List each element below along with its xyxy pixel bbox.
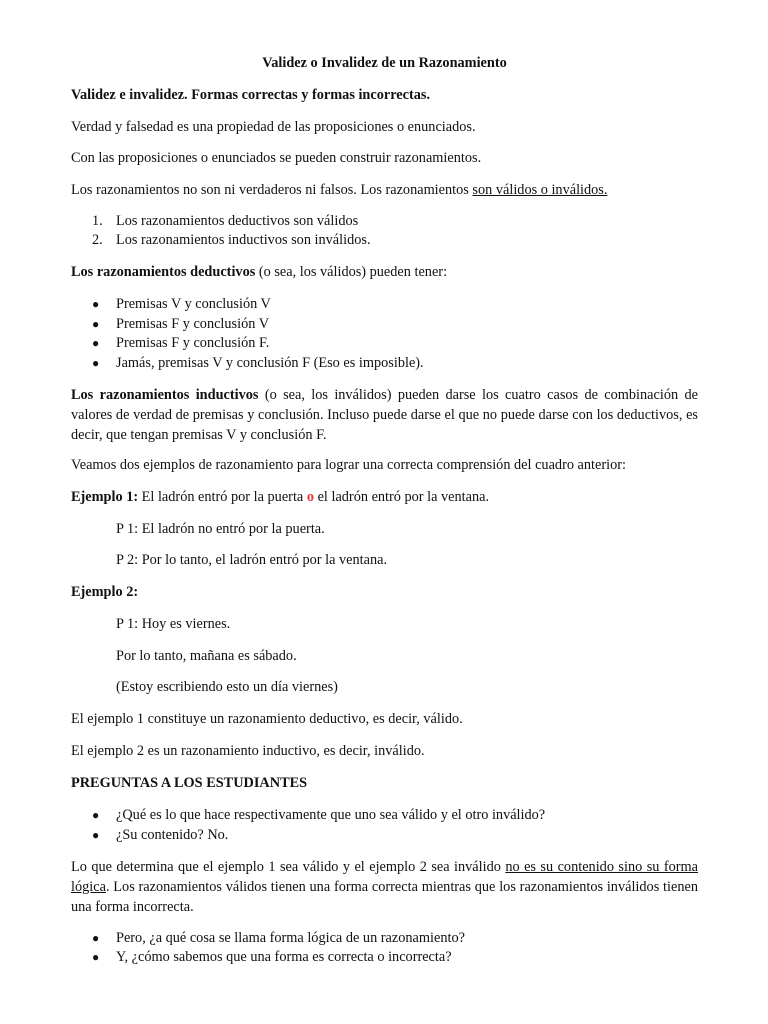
inductivos-rest: (o sea, los inválidos) pueden darse los cuatro casos de combinación de valores de verdad de premisas y conclusión. Incluso puede darse el que no puede darse con los deductivos, es decir, que tengan premisas V y conclusión F. xyxy=(71,387,698,443)
bullet-icon: ● xyxy=(92,356,100,370)
deductivos-bold: Los razonamientos deductivos xyxy=(71,264,256,280)
ejemplo1-text-a: El ladrón entró por la puerta xyxy=(138,489,307,505)
ejemplo2-premise2: Por lo tanto, mañana es sábado. xyxy=(116,648,297,664)
paragraph-razonamientos xyxy=(71,180,607,200)
bullet-icon: ● xyxy=(92,808,100,822)
ejemplo1-connector: o xyxy=(306,489,314,505)
list-number: 2. xyxy=(92,232,103,248)
bullet-icon: ● xyxy=(92,931,100,945)
ejemplo2-heading: Ejemplo 2: xyxy=(71,584,139,600)
list-item-text: Pero, ¿a qué cosa se llama forma lógica de un razonamiento? xyxy=(116,930,465,946)
conclusion-ejemplo2: El ejemplo 2 es un razonamiento inductivo, es decir, inválido. xyxy=(71,743,425,759)
paragraph-deductivos xyxy=(71,262,447,282)
ejemplo2-note: (Estoy escribiendo esto un día viernes) xyxy=(116,679,338,695)
conclusion-ejemplo1: El ejemplo 1 constituye un razonamiento deductivo, es decir, válido. xyxy=(71,711,463,727)
inductivos-bold: Los razonamientos inductivos xyxy=(71,387,259,403)
bullet-icon: ● xyxy=(92,336,100,350)
list-item-text: Premisas F y conclusión F. xyxy=(116,335,270,351)
list-item-text: Los razonamientos inductivos son inválidos. xyxy=(116,232,371,248)
paragraph-verdad: Verdad y falsedad es una propiedad de las proposiciones o enunciados. xyxy=(71,119,476,135)
list-number: 1. xyxy=(92,213,103,229)
bullet-icon: ● xyxy=(92,317,100,331)
ejemplo1-heading xyxy=(71,487,489,507)
paragraph-determina xyxy=(71,857,698,917)
preguntas-heading: PREGUNTAS A LOS ESTUDIANTES xyxy=(71,775,308,791)
determina-text-b: . Los razonamientos válidos tienen una forma correcta mientras que los razonamientos inválidos tienen una forma incorrecta. xyxy=(71,879,698,915)
bullet-icon: ● xyxy=(92,828,100,842)
list-item-text: Jamás, premisas V y conclusión F (Eso es imposible). xyxy=(116,355,424,371)
list-item-text: ¿Qué es lo que hace respectivamente que uno sea válido y el otro inválido? xyxy=(116,807,546,823)
list-item-text: Premisas V y conclusión V xyxy=(116,296,271,312)
determina-text-a: Lo que determina que el ejemplo 1 sea válido y el ejemplo 2 sea inválido xyxy=(71,859,506,875)
list-item-text: ¿Su contenido? No. xyxy=(116,827,229,843)
paragraph-razonamientos-text: Los razonamientos no son ni verdaderos ni falsos. Los razonamientos xyxy=(71,182,473,198)
list-item-text: Y, ¿cómo sabemos que una forma es correcta o incorrecta? xyxy=(116,949,452,965)
bullet-icon: ● xyxy=(92,950,100,964)
underlined-validos-invalidos: son válidos o inválidos. xyxy=(472,182,608,198)
document-title: Validez o Invalidez de un Razonamiento xyxy=(262,55,507,71)
list-item-text: Premisas F y conclusión V xyxy=(116,316,270,332)
list-item-text: Los razonamientos deductivos son válidos xyxy=(116,213,359,229)
section-subtitle: Validez e invalidez. Formas correctas y formas incorrectas. xyxy=(71,87,431,103)
ejemplo1-label: Ejemplo 1: xyxy=(71,489,139,505)
paragraph-veamos: Veamos dos ejemplos de razonamiento para lograr una correcta comprensión del cuadro anterior: xyxy=(71,457,626,473)
paragraph-proposiciones: Con las proposiciones o enunciados se pueden construir razonamientos. xyxy=(71,150,482,166)
deductivos-rest: (o sea, los válidos) pueden tener: xyxy=(255,264,448,280)
ejemplo1-premise2: P 2: Por lo tanto, el ladrón entró por la ventana. xyxy=(116,552,388,568)
paragraph-inductivos xyxy=(71,385,698,445)
ejemplo2-premise1: P 1: Hoy es viernes. xyxy=(116,616,231,632)
bullet-icon: ● xyxy=(92,297,100,311)
underlined-forma-logica: no es su contenido sino su forma lógica xyxy=(71,859,698,895)
ejemplo1-text-b: el ladrón entró por la ventana. xyxy=(314,489,490,505)
ejemplo1-premise1: P 1: El ladrón no entró por la puerta. xyxy=(116,521,325,537)
